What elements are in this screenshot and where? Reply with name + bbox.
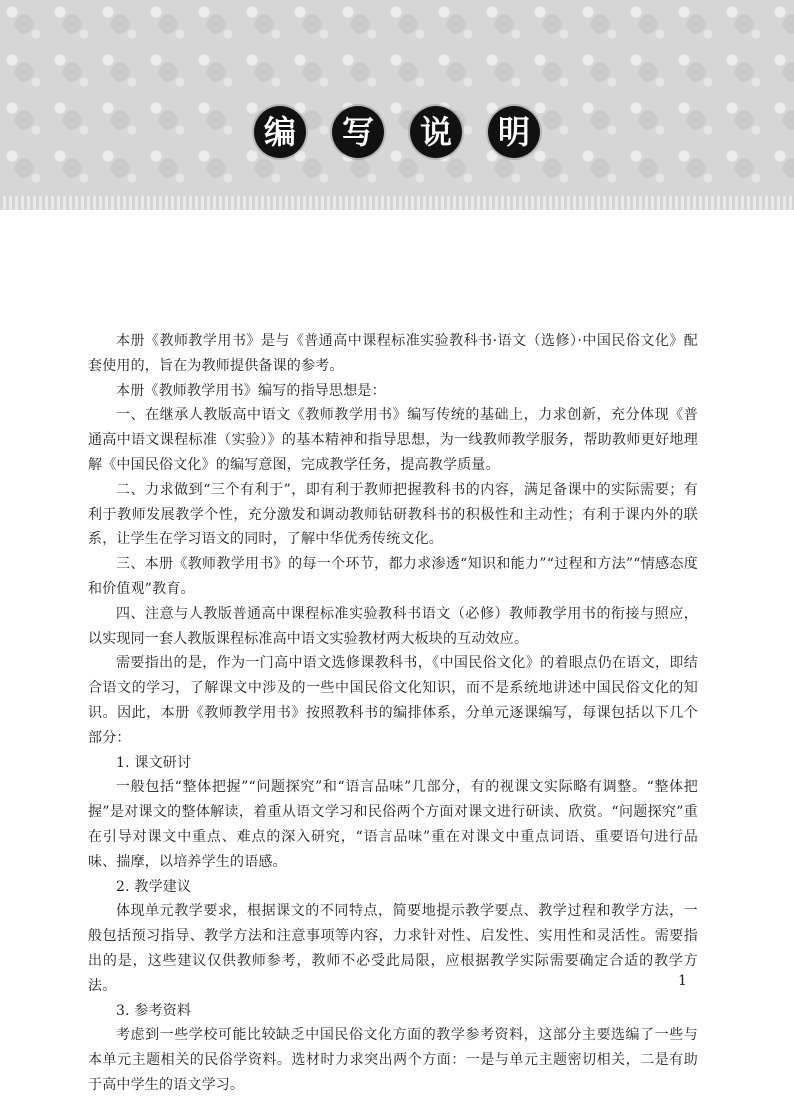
title-char: 写 <box>332 106 384 158</box>
paragraph-guiding: 本册《教师教学用书》编写的指导思想是： <box>116 382 386 399</box>
title-char: 明 <box>488 106 540 158</box>
paragraph-point-3: 三、本册《教师教学用书》的每一个环节，都力求渗透“知识和能力”“过程和方法”“情感态度和价值观”教育。 <box>88 556 698 597</box>
page-title <box>0 106 794 158</box>
paragraph-section-3: 考虑到一些学校可能比较缺乏中国民俗文化方面的教学参考资料，这部分主要选编了一些与本单元主题相关的民俗学资料。选材时力求突出两个方面：一是与单元主题密切相关，二是有助于高中学生的语文学习。 <box>88 1027 698 1093</box>
paragraph-point-1: 一、在继承人教版高中语文《教师教学用书》编写传统的基础上，力求创新，充分体现《普通高中语文课程标准（实验）》的基本精神和指导思想，为一线教师教学服务，帮助教师更好地理解《中国民俗文化》的编写意图，完成教学任务，提高教学质量。 <box>88 407 698 473</box>
paragraph-section-2: 体现单元教学要求，根据课文的不同特点，简要地提示教学要点、教学过程和教学方法，一般包括预习指导、教学方法和注意事项等内容，力求针对性、启发性、实用性和灵活性。需要指出的是，这些建议仅供教师参考，教师不必受此局限，应根据教学实际需要确定合适的教学方法。 <box>88 903 698 994</box>
section-heading-1: 1. 课文研讨 <box>116 754 192 771</box>
header-banner <box>0 0 794 196</box>
title-char: 编 <box>254 106 306 158</box>
body-text <box>88 329 698 1098</box>
paragraph-section-1: 一般包括“整体把握”“问题探究”和“语言品味”几部分，有的视课文实际略有调整。“整体把握”是对课文的整体解读，着重从语文学习和民俗两个方面对课文进行研读、欣赏。“问题探究”重在引导对课文中重点、难点的深入研究，“语言品味”重在对课文中重点词语、重要语句进行品味、揣摩，以培养学生的语感。 <box>88 779 698 870</box>
section-heading-3: 3. 参考资料 <box>116 1002 192 1019</box>
paragraph-intro: 本册《教师教学用书》是与《普通高中课程标准实验教科书·语文（选修）·中国民俗文化》配套使用的，旨在为教师提供备课的参考。 <box>88 333 698 374</box>
banner-edge <box>0 196 794 210</box>
page-number: 1 <box>678 973 687 989</box>
paragraph-point-2: 二、力求做到“三个有利于”，即有利于教师把握教科书的内容，满足备课中的实际需要；有利于教师发展教学个性，充分激发和调动教师钻研教科书的积极性和主动性；有利于课内外的联系，让学生在学习语文的同时，了解中华优秀传统文化。 <box>88 481 698 548</box>
title-char: 说 <box>410 106 462 158</box>
paragraph-point-4: 四、注意与人教版普通高中课程标准实验教科书语文（必修）教师教学用书的衔接与照应，以实现同一套人教版课程标准高中语文实验教材两大板块的互动效应。 <box>88 605 698 647</box>
paragraph-note: 需要指出的是，作为一门高中语文选修课教科书，《中国民俗文化》的着眼点仍在语文，即结合语文的学习，了解课文中涉及的一些中国民俗文化知识，而不是系统地讲述中国民俗文化的知识。因此，本册《教师教学用书》按照教科书的编排体系，分单元逐课编写，每课包括以下几个部分： <box>88 655 698 746</box>
section-heading-2: 2. 教学建议 <box>116 878 192 895</box>
